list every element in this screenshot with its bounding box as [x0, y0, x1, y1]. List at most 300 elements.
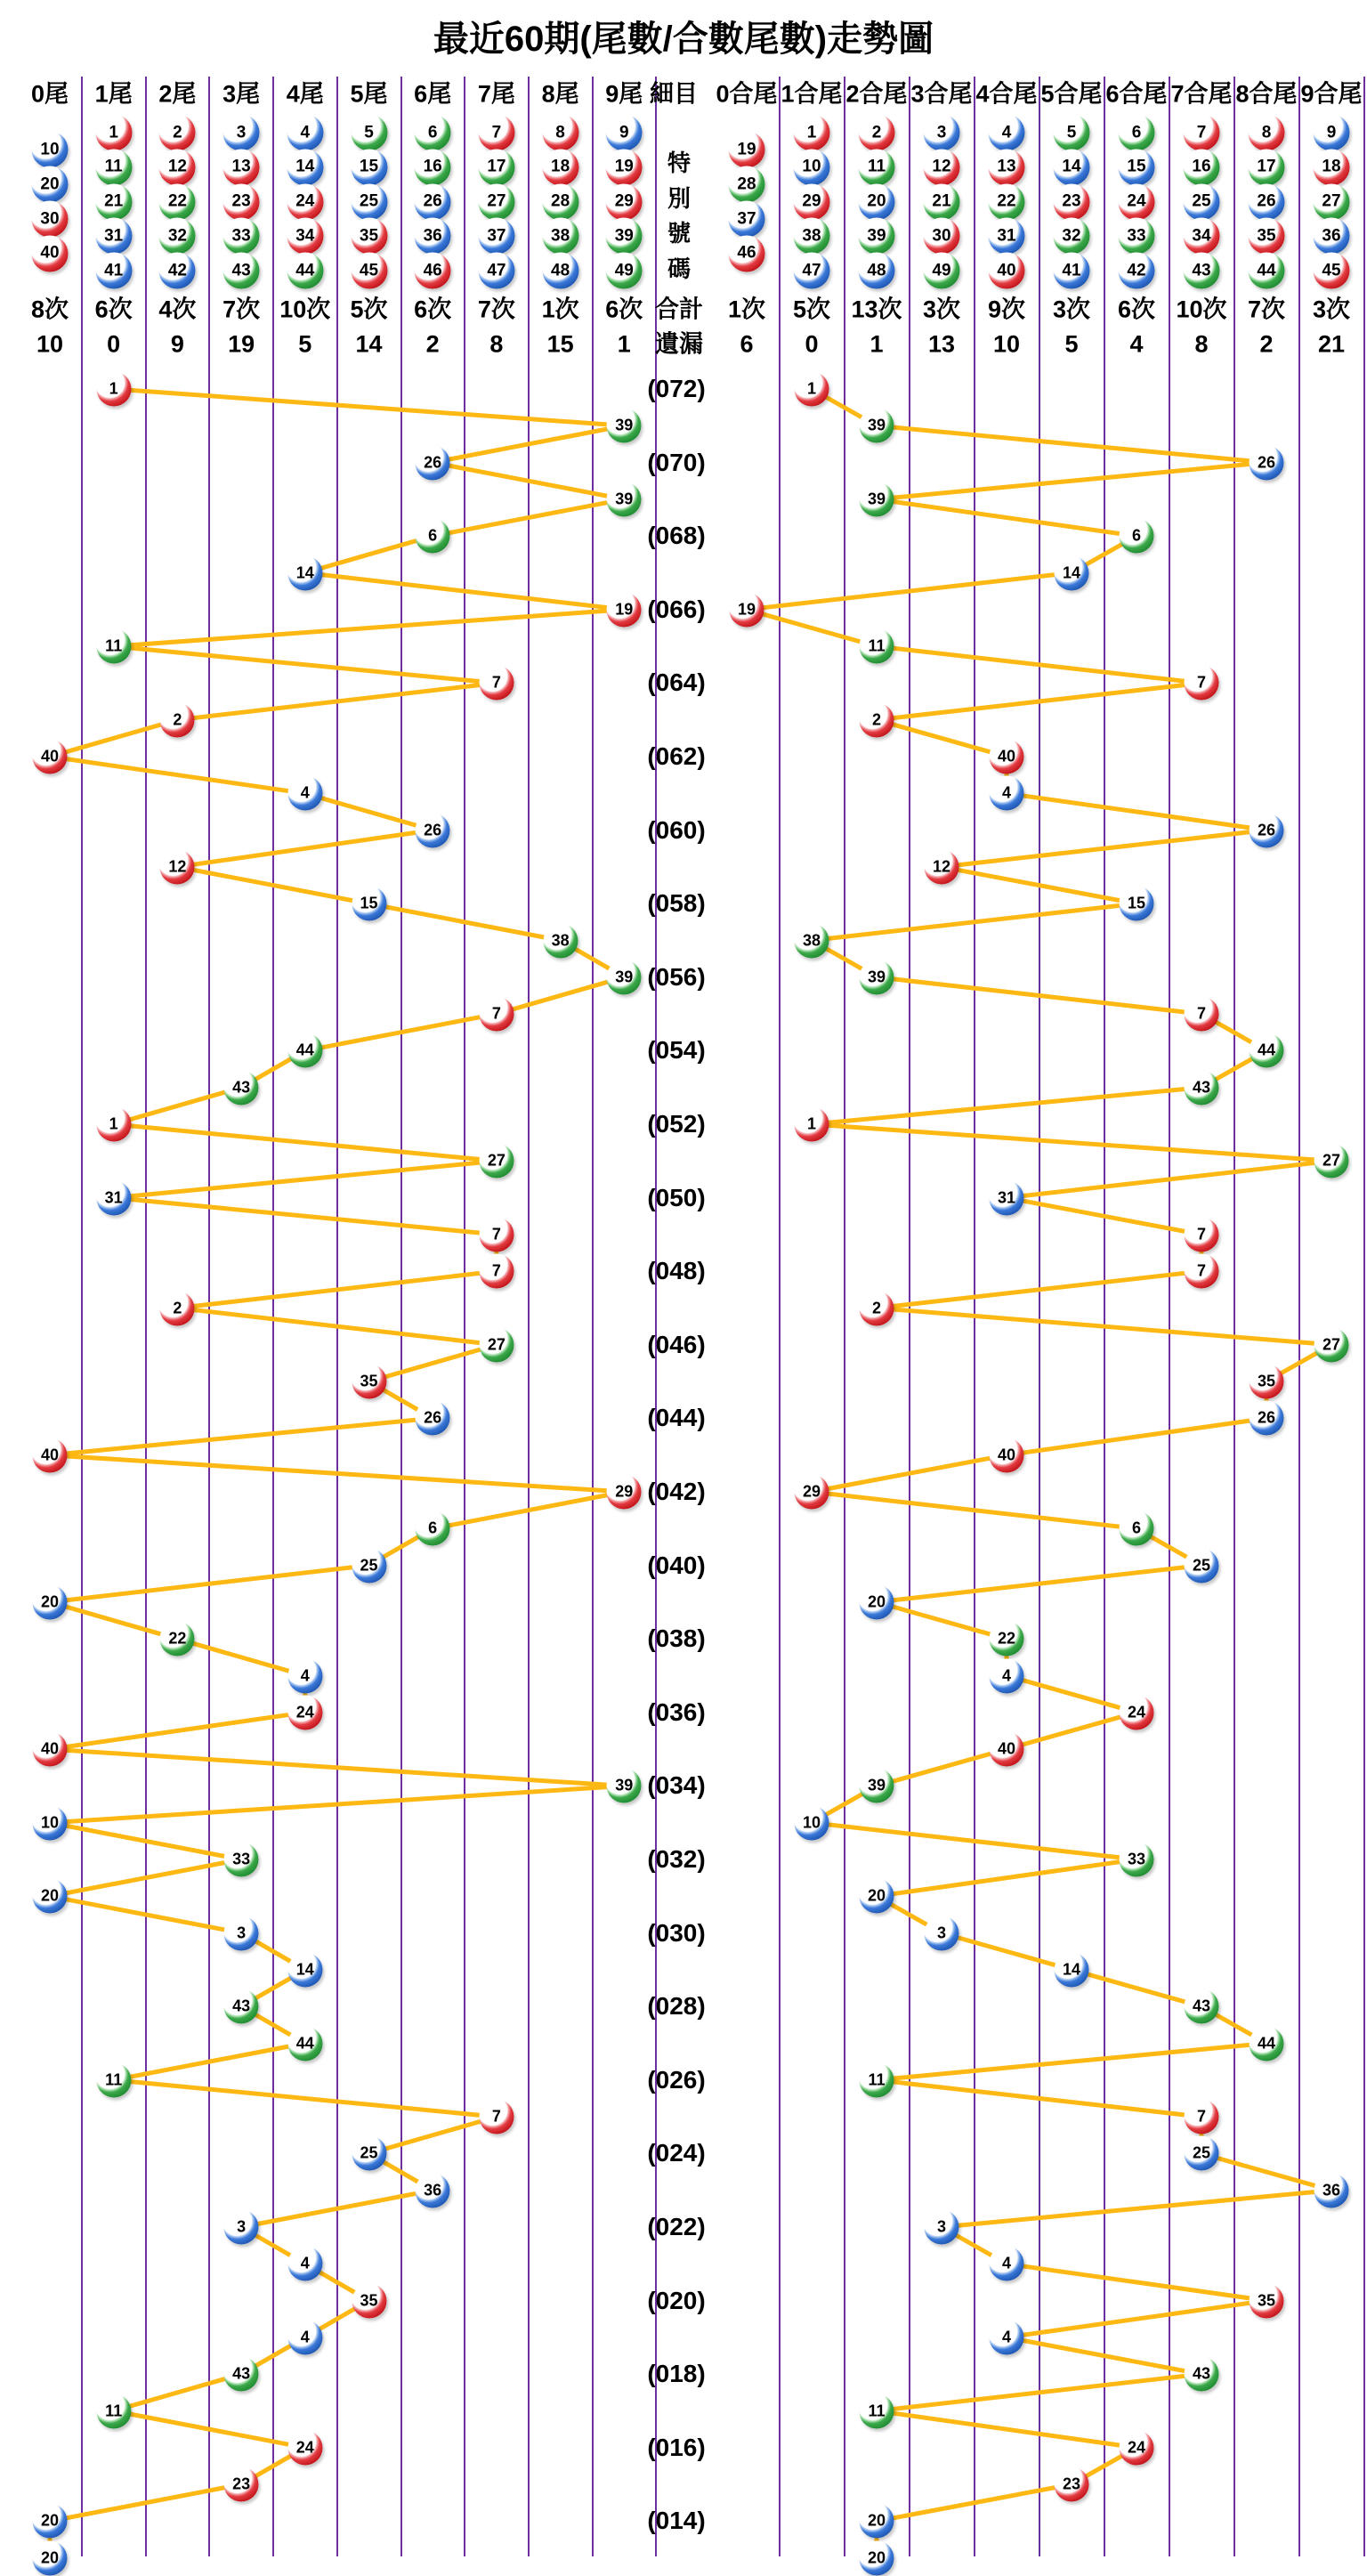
chart-ball-left: 3 [224, 1916, 259, 1950]
legend-ball: 13 [989, 149, 1025, 185]
chart-ball-left: 11 [96, 2394, 131, 2428]
chart-ball-left: 4 [287, 2247, 322, 2281]
chart-ball-left: 26 [416, 813, 450, 847]
column-miss: 15 [546, 330, 574, 358]
period-label: (020) [647, 2286, 706, 2314]
legend-ball: 10 [32, 132, 69, 168]
chart-ball-left: 6 [416, 519, 450, 554]
chart-ball-right: 1 [795, 372, 829, 407]
legend-ball: 8 [542, 115, 578, 151]
chart-ball-left: 22 [160, 1622, 195, 1657]
legend-ball: 29 [794, 183, 830, 220]
column-count: 1次 [541, 296, 579, 323]
column-header: 9合尾 [1300, 80, 1363, 108]
chart-ball-right: 15 [1120, 887, 1154, 921]
chart-ball-left: 20 [33, 1879, 68, 1914]
legend-ball: 38 [794, 218, 830, 255]
period-label: (030) [647, 1918, 706, 1947]
chart-ball-right: 7 [1185, 997, 1219, 1032]
period-label: (024) [647, 2139, 706, 2167]
period-label: (050) [647, 1183, 706, 1211]
chart-ball-left: 1 [96, 1107, 131, 1142]
column-header: 7合尾 [1170, 80, 1233, 108]
chart-ball-right: 27 [1314, 1144, 1349, 1179]
chart-ball-right: 27 [1314, 1327, 1349, 1362]
chart-ball-right: 29 [795, 1475, 829, 1510]
legend-ball: 15 [1119, 149, 1155, 185]
legend-ball: 42 [159, 253, 196, 289]
legend-ball: 6 [1119, 115, 1155, 151]
column-header: 1合尾 [781, 80, 843, 108]
period-label: (046) [647, 1330, 706, 1358]
legend-ball: 2 [159, 115, 196, 151]
column-header: 0尾 [30, 80, 69, 108]
column-miss: 8 [1194, 330, 1209, 358]
chart-ball-left: 40 [33, 1438, 68, 1472]
legend-ball: 26 [415, 183, 451, 220]
chart-ball-left: 15 [352, 887, 386, 921]
legend-ball: 44 [1249, 253, 1285, 289]
chart-ball-right: 25 [1185, 2136, 1219, 2171]
chart-ball-right: 39 [860, 960, 894, 994]
legend-ball: 39 [859, 218, 895, 255]
chart-ball-right: 25 [1185, 1548, 1219, 1583]
chart-ball-right: 11 [860, 2062, 894, 2097]
chart-ball-left: 36 [416, 2173, 450, 2207]
legend-ball: 39 [606, 218, 643, 255]
legend-ball: 48 [542, 253, 578, 289]
legend-ball: 6 [415, 115, 451, 151]
chart-ball-right: 43 [1185, 1989, 1219, 2024]
chart-ball-left: 25 [352, 1548, 386, 1583]
chart-ball-left: 26 [416, 1401, 450, 1436]
column-count: 10次 [1176, 296, 1227, 323]
chart-ball-right: 20 [860, 1879, 894, 1914]
legend-ball: 17 [478, 149, 514, 185]
period-label: (016) [647, 2433, 706, 2461]
period-label: (028) [647, 1992, 706, 2021]
column-header: 5尾 [350, 80, 388, 108]
legend-ball: 47 [478, 253, 514, 289]
legend-ball: 3 [223, 115, 260, 151]
legend-ball: 41 [95, 253, 132, 289]
legend-ball: 1 [794, 115, 830, 151]
period-label: (026) [647, 2065, 706, 2094]
legend-ball: 7 [478, 115, 514, 151]
chart-ball-left: 20 [33, 2540, 68, 2575]
chart-ball-right: 14 [1055, 555, 1089, 590]
column-miss: 19 [228, 330, 255, 358]
chart-ball-left: 35 [352, 2283, 386, 2318]
period-label: (054) [647, 1036, 706, 1065]
legend-ball: 9 [606, 115, 643, 151]
column-count: 3次 [1312, 296, 1351, 323]
chart-ball-right: 20 [860, 2540, 894, 2575]
legend-ball: 40 [32, 235, 69, 271]
legend-ball: 23 [223, 183, 260, 220]
legend-ball: 18 [1314, 149, 1350, 185]
legend-ball: 47 [794, 253, 830, 289]
total-label: 合計 [655, 296, 703, 323]
chart-ball-left: 7 [479, 1254, 514, 1289]
legend-ball: 8 [1249, 115, 1285, 151]
column-count: 5次 [792, 296, 831, 323]
chart-ball-left: 39 [607, 409, 642, 443]
legend-ball: 38 [542, 218, 578, 255]
chart-ball-left: 24 [287, 2430, 322, 2465]
column-miss: 5 [298, 330, 312, 358]
chart-ball-right: 20 [860, 2504, 894, 2539]
chart-ball-right: 11 [860, 629, 894, 664]
legend-ball: 29 [606, 183, 643, 220]
trend-line-right [747, 389, 1331, 2558]
column-miss: 0 [107, 330, 121, 358]
chart-ball-left: 43 [224, 2357, 259, 2392]
legend-ball: 35 [351, 218, 387, 255]
chart-ball-left: 7 [479, 666, 514, 701]
chart-ball-right: 7 [1185, 666, 1219, 701]
chart-ball-left: 39 [607, 482, 642, 516]
legend-ball: 5 [1054, 115, 1090, 151]
chart-ball-left: 29 [607, 1475, 642, 1510]
period-label: (048) [647, 1257, 706, 1285]
column-count: 7次 [477, 296, 515, 323]
legend-ball: 21 [924, 183, 960, 220]
chart-ball-right: 24 [1120, 1695, 1154, 1729]
chart-ball-right: 22 [990, 1622, 1024, 1657]
column-miss: 21 [1317, 330, 1346, 358]
chart-ball-right: 35 [1250, 1365, 1284, 1399]
legend-ball: 20 [32, 166, 69, 203]
column-count: 3次 [922, 296, 961, 323]
column-count: 5次 [350, 296, 388, 323]
legend-ball: 43 [223, 253, 260, 289]
chart-ball-left: 14 [287, 555, 322, 590]
chart-ball-left: 3 [224, 2210, 259, 2245]
chart-ball-left: 2 [160, 702, 195, 737]
chart-ball-left: 4 [287, 1658, 322, 1693]
column-header: 5合尾 [1040, 80, 1103, 108]
column-count: 13次 [851, 296, 902, 323]
column-header: 4合尾 [975, 80, 1038, 108]
period-label: (042) [647, 1478, 706, 1505]
legend-ball: 4 [989, 115, 1025, 151]
chart-ball-right: 40 [990, 1438, 1024, 1472]
chart-ball-left: 19 [607, 592, 642, 627]
chart-ball-left: 26 [416, 445, 450, 480]
legend-ball: 36 [1314, 218, 1350, 255]
legend-ball: 13 [223, 149, 260, 185]
legend-ball: 48 [859, 253, 895, 289]
column-miss: 8 [489, 330, 504, 358]
legend-ball: 11 [95, 149, 132, 185]
chart-ball-right: 43 [1185, 2357, 1219, 2392]
column-count: 1次 [727, 296, 766, 323]
legend-ball: 45 [351, 253, 387, 289]
chart-ball-right: 44 [1250, 2026, 1284, 2061]
legend-ball: 36 [415, 218, 451, 255]
chart-ball-right: 36 [1314, 2173, 1349, 2207]
chart-ball-right: 33 [1120, 1843, 1154, 1877]
chart-ball-left: 40 [33, 740, 68, 774]
legend-ball: 46 [729, 235, 765, 271]
legend-ball: 30 [924, 218, 960, 255]
miss-label: 遺漏 [655, 330, 703, 358]
chart-ball-right: 26 [1250, 813, 1284, 847]
legend-ball: 49 [924, 253, 960, 289]
column-header: 3尾 [222, 80, 261, 108]
page-title: 最近60期(尾數/合數尾數)走勢圖 [433, 20, 934, 59]
column-count: 3次 [1052, 296, 1091, 323]
chart-ball-right: 6 [1120, 519, 1154, 554]
special-number-label-char: 特 [667, 150, 692, 176]
column-miss: 5 [1064, 330, 1079, 358]
legend-ball: 24 [287, 183, 323, 220]
legend-ball: 33 [1119, 218, 1155, 255]
legend-ball: 1 [95, 115, 132, 151]
legend-ball: 2 [859, 115, 895, 151]
legend-ball: 46 [415, 253, 451, 289]
period-label: (018) [647, 2360, 706, 2388]
chart-ball-right: 38 [795, 923, 829, 958]
column-count: 8次 [30, 296, 69, 323]
legend-ball: 5 [351, 115, 387, 151]
chart-ball-right: 19 [730, 592, 764, 627]
column-count: 7次 [222, 296, 261, 323]
column-count: 7次 [1247, 296, 1286, 323]
column-miss: 10 [992, 330, 1021, 358]
chart-ball-left: 12 [160, 849, 195, 884]
period-label: (036) [647, 1697, 706, 1726]
chart-ball-right: 2 [860, 1291, 894, 1325]
period-label: (068) [647, 522, 706, 550]
column-header: 3合尾 [910, 80, 973, 108]
chart-ball-right: 39 [860, 1769, 894, 1803]
legend-ball: 34 [1184, 218, 1220, 255]
chart-ball-left: 4 [287, 776, 322, 811]
column-count: 6次 [414, 296, 452, 323]
chart-ball-left: 10 [33, 1805, 68, 1840]
period-label: (062) [647, 742, 706, 770]
chart-ball-left: 20 [33, 2504, 68, 2539]
chart-ball-right: 4 [990, 2320, 1024, 2354]
chart-ball-left: 2 [160, 1291, 195, 1325]
legend-ball: 20 [859, 183, 895, 220]
chart-ball-left: 39 [607, 1769, 642, 1803]
legend-ball: 15 [351, 149, 387, 185]
chart-ball-right: 26 [1250, 1401, 1284, 1436]
column-miss: 1 [870, 330, 884, 358]
special-number-label-char: 別 [667, 184, 692, 212]
chart-ball-right: 23 [1055, 2467, 1089, 2502]
chart-ball-right: 24 [1120, 2430, 1154, 2465]
chart-ball-right: 4 [990, 2247, 1024, 2281]
legend-ball: 27 [1314, 183, 1350, 220]
column-header: 8尾 [541, 80, 579, 108]
legend-ball: 25 [1184, 183, 1220, 220]
legend-ball: 21 [95, 183, 132, 220]
legend-ball: 4 [287, 115, 323, 151]
column-header: 6尾 [414, 80, 452, 108]
column-miss: 1 [617, 330, 631, 358]
legend-ball: 37 [478, 218, 514, 255]
legend-ball: 28 [729, 166, 765, 203]
column-miss: 6 [740, 330, 754, 358]
column-miss: 2 [1259, 330, 1274, 358]
legend-ball: 40 [989, 253, 1025, 289]
period-label: (058) [647, 889, 706, 918]
chart-ball-right: 35 [1250, 2283, 1284, 2318]
chart-ball-right: 43 [1185, 1070, 1219, 1105]
legend-ball: 14 [1054, 149, 1090, 185]
period-label: (060) [647, 815, 706, 844]
legend-ball: 30 [32, 201, 69, 238]
legend-ball: 16 [1184, 149, 1220, 185]
chart-ball-right: 10 [795, 1805, 829, 1840]
column-header: 2合尾 [845, 80, 908, 108]
chart-ball-left: 7 [479, 1217, 514, 1252]
special-number-label-char: 碼 [667, 255, 692, 282]
period-label: (070) [647, 448, 706, 476]
legend-ball: 34 [287, 218, 323, 255]
column-count: 4次 [158, 296, 197, 323]
period-label: (022) [647, 2213, 706, 2240]
period-label: (072) [647, 375, 706, 402]
column-header: 9尾 [605, 80, 643, 108]
legend-ball: 45 [1314, 253, 1350, 289]
column-count: 6次 [1117, 296, 1156, 323]
period-label: (044) [647, 1404, 706, 1432]
chart-ball-left: 43 [224, 1070, 259, 1105]
chart-ball-right: 39 [860, 482, 894, 516]
chart-ball-right: 7 [1185, 1254, 1219, 1289]
chart-ball-left: 44 [287, 1033, 322, 1068]
chart-ball-right: 3 [925, 1916, 959, 1950]
chart-ball-right: 26 [1250, 445, 1284, 480]
chart-ball-left: 1 [96, 372, 131, 407]
column-header: 1尾 [94, 80, 133, 108]
legend-ball: 9 [1314, 115, 1350, 151]
chart-ball-right: 2 [860, 702, 894, 737]
legend-ball: 23 [1054, 183, 1090, 220]
column-miss: 13 [927, 330, 956, 358]
legend-ball: 25 [351, 183, 387, 220]
legend-ball: 32 [159, 218, 196, 255]
chart-ball-right: 44 [1250, 1033, 1284, 1068]
legend-ball: 41 [1054, 253, 1090, 289]
chart-ball-left: 39 [607, 960, 642, 994]
column-header: 8合尾 [1235, 80, 1298, 108]
legend-ball: 22 [159, 183, 196, 220]
period-label: (066) [647, 595, 706, 623]
column-count: 6次 [605, 296, 643, 323]
legend-ball: 12 [924, 149, 960, 185]
chart-ball-left: 11 [96, 2062, 131, 2097]
column-header: 7尾 [477, 80, 515, 108]
legend-ball: 28 [542, 183, 578, 220]
chart-ball-right: 14 [1055, 1952, 1089, 1987]
chart-ball-right: 40 [990, 1732, 1024, 1767]
chart-ball-left: 40 [33, 1732, 68, 1767]
chart-ball-right: 31 [990, 1180, 1024, 1215]
legend-ball: 11 [859, 149, 895, 185]
legend-ball: 32 [1054, 218, 1090, 255]
legend-ball: 17 [1249, 149, 1285, 185]
chart-ball-left: 20 [33, 1584, 68, 1619]
legend-ball: 49 [606, 253, 643, 289]
column-header: 2尾 [158, 80, 197, 108]
chart-ball-left: 43 [224, 1989, 259, 2024]
chart-ball-left: 38 [543, 923, 578, 958]
column-miss: 2 [425, 330, 440, 358]
chart-ball-right: 11 [860, 2394, 894, 2428]
legend-ball: 19 [606, 149, 643, 185]
legend-ball: 43 [1184, 253, 1220, 289]
legend-ball: 31 [95, 218, 132, 255]
chart-ball-right: 3 [925, 2210, 959, 2245]
legend-ball: 22 [989, 183, 1025, 220]
chart-ball-left: 24 [287, 1695, 322, 1729]
chart-ball-left: 23 [224, 2467, 259, 2502]
chart-ball-right: 40 [990, 740, 1024, 774]
chart-ball-right: 39 [860, 409, 894, 443]
column-header: 6合尾 [1105, 80, 1168, 108]
column-miss: 14 [355, 330, 383, 358]
legend-ball: 37 [729, 201, 765, 238]
period-label: (064) [647, 668, 706, 697]
chart-ball-left: 27 [479, 1327, 514, 1362]
column-miss: 4 [1129, 330, 1144, 358]
period-label: (040) [647, 1551, 706, 1579]
detail-column-header: 細目 [650, 80, 698, 108]
period-label: (034) [647, 1771, 706, 1800]
legend-ball: 16 [415, 149, 451, 185]
legend-ball: 18 [542, 149, 578, 185]
legend-ball: 26 [1249, 183, 1285, 220]
chart-ball-right: 20 [860, 1584, 894, 1619]
period-label: (014) [647, 2507, 706, 2535]
chart-ball-left: 35 [352, 1365, 386, 1399]
column-miss: 10 [36, 330, 64, 358]
column-count: 6次 [94, 296, 133, 323]
chart-ball-left: 44 [287, 2026, 322, 2061]
chart-ball-right: 12 [925, 849, 959, 884]
period-label: (038) [647, 1624, 706, 1653]
column-count: 10次 [279, 296, 331, 323]
column-miss: 9 [170, 330, 184, 358]
legend-ball: 10 [794, 149, 830, 185]
legend-ball: 33 [223, 218, 260, 255]
chart-ball-right: 6 [1120, 1511, 1154, 1546]
chart-ball-left: 7 [479, 997, 514, 1032]
legend-ball: 42 [1119, 253, 1155, 289]
column-count: 9次 [987, 296, 1026, 323]
chart-ball-right: 1 [795, 1107, 829, 1142]
legend-ball: 19 [729, 132, 765, 168]
legend-ball: 27 [478, 183, 514, 220]
chart-ball-left: 14 [287, 1952, 322, 1987]
legend-ball: 35 [1249, 218, 1285, 255]
chart-ball-left: 25 [352, 2136, 386, 2171]
chart-ball-right: 7 [1185, 2100, 1219, 2135]
chart-ball-left: 33 [224, 1843, 259, 1877]
legend-ball: 12 [159, 149, 196, 185]
legend-ball: 44 [287, 253, 323, 289]
chart-ball-left: 11 [96, 629, 131, 664]
chart-ball-left: 7 [479, 2100, 514, 2135]
column-header: 4尾 [286, 80, 324, 108]
chart-ball-left: 27 [479, 1144, 514, 1179]
